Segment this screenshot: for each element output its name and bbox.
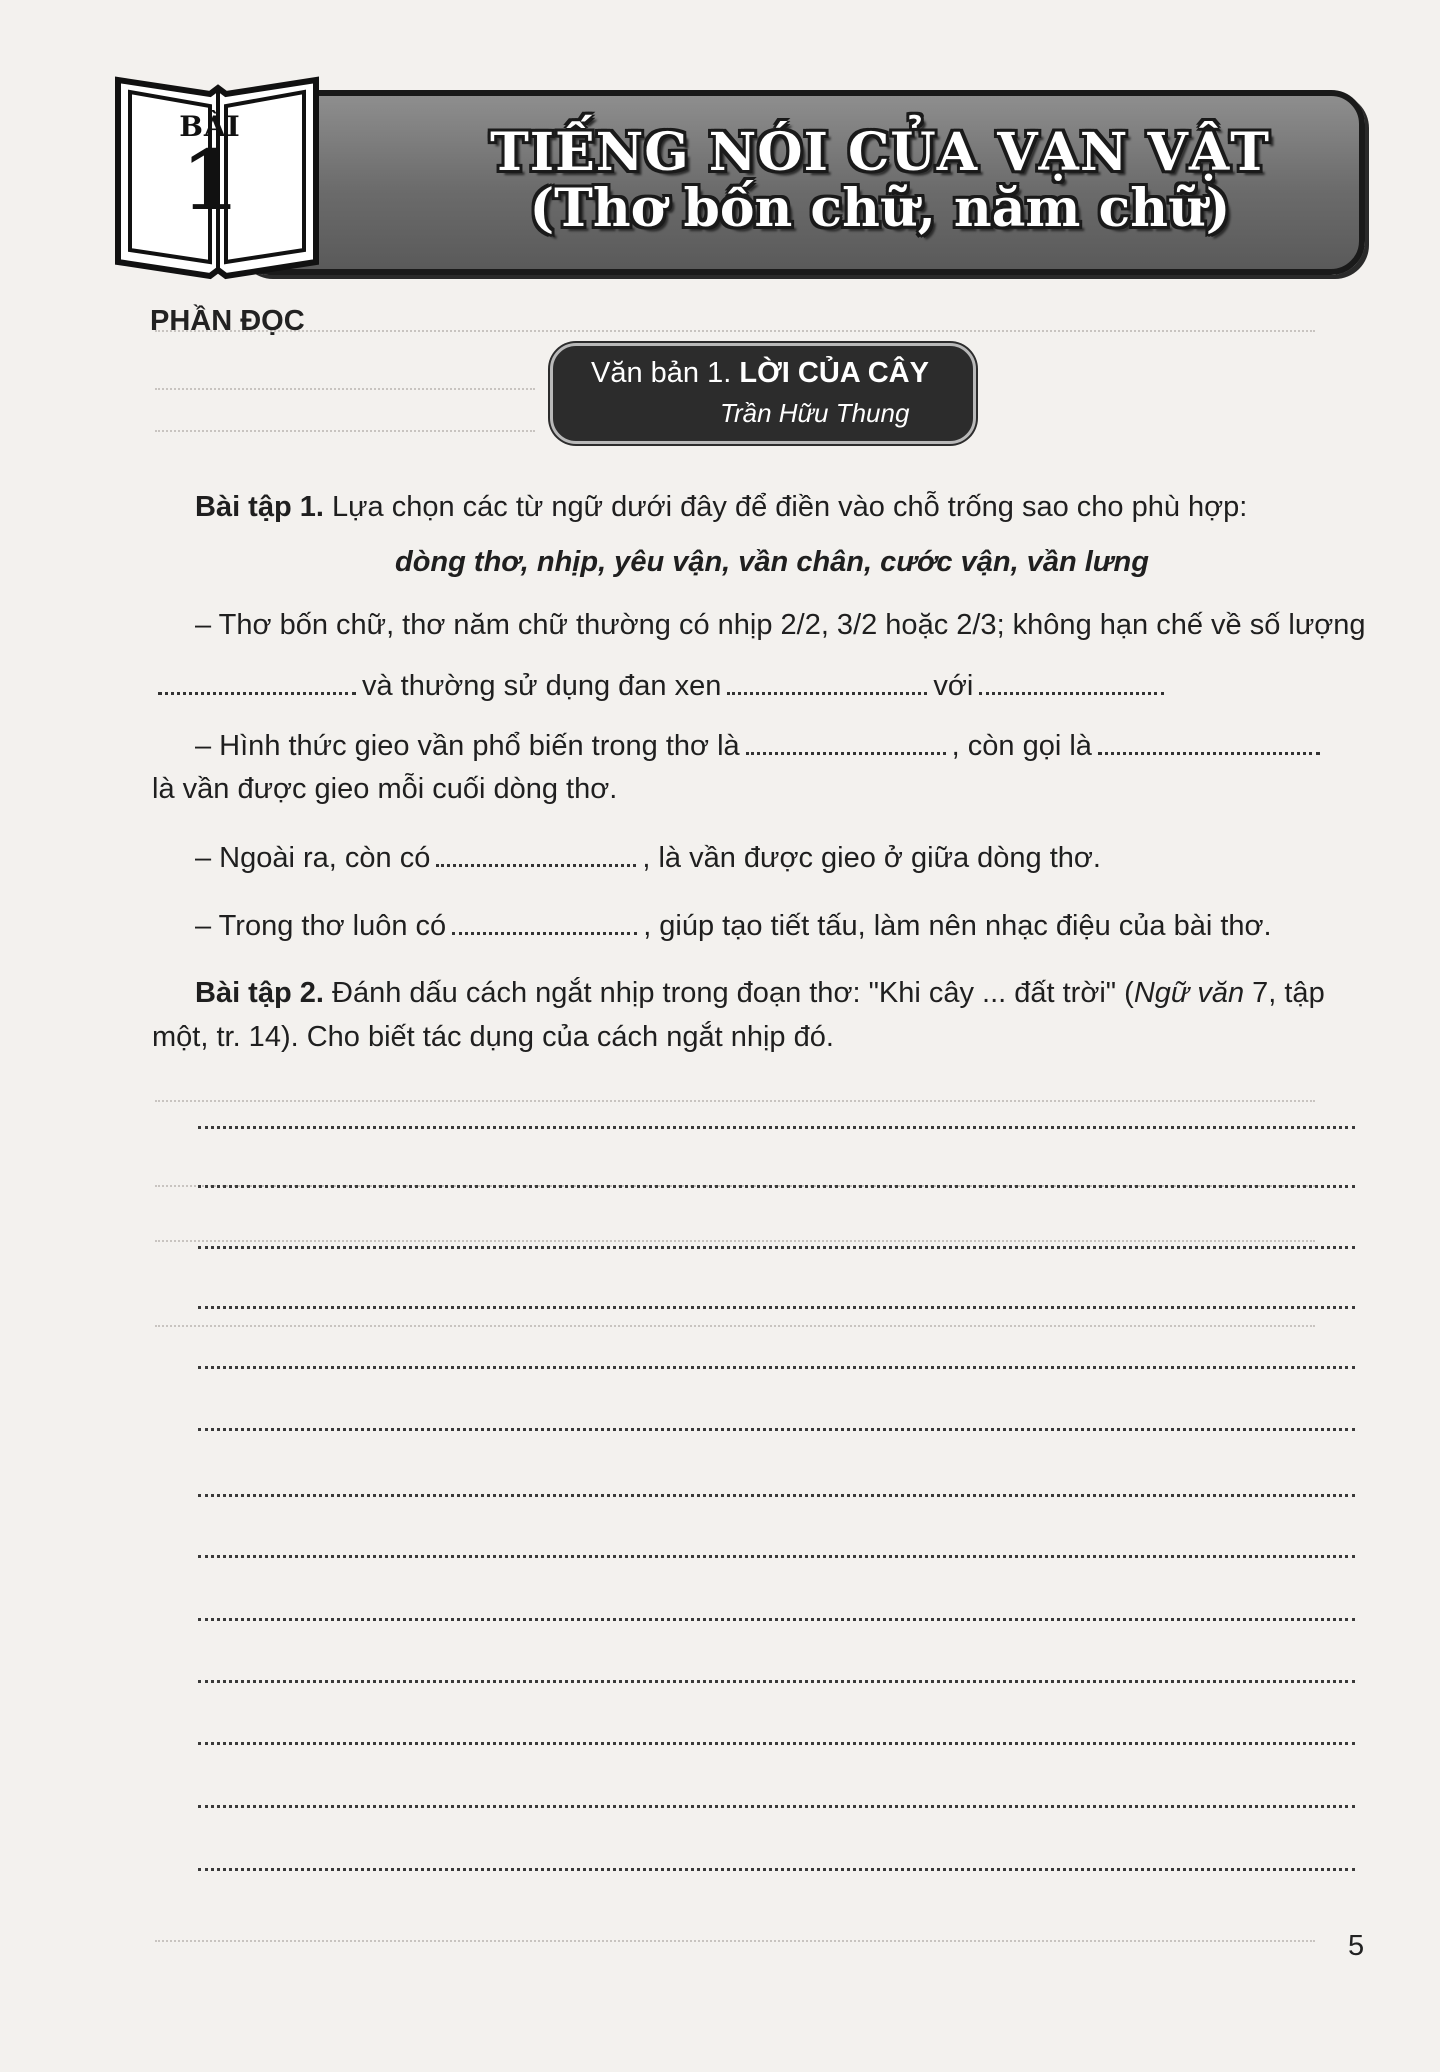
answer-line[interactable] (198, 1618, 1355, 1621)
section-heading: PHẦN ĐỌC (150, 305, 305, 337)
lesson-number: 1 (181, 133, 239, 229)
word-bank: dòng thơ, nhịp, yêu vận, vần chân, cước vận, vần lưng (395, 546, 1149, 578)
ghost-line (155, 430, 535, 432)
answer-line[interactable] (198, 1494, 1355, 1497)
blank[interactable] (746, 728, 946, 755)
item4-line (195, 908, 1272, 944)
ghost-line (155, 388, 535, 390)
item1-mid: và thường sử dụng đan xen (362, 670, 722, 702)
item2-line2: là vần được gieo mỗi cuối dòng thơ. (152, 773, 618, 805)
exercise2-label: Bài tập 2. (195, 977, 324, 1009)
answer-line[interactable] (198, 1680, 1355, 1683)
item1-end: với (933, 670, 974, 702)
lesson-number-label (130, 110, 290, 229)
item3-line (195, 840, 1101, 876)
book-title: Ngữ văn (1133, 977, 1245, 1009)
answer-line[interactable] (198, 1428, 1355, 1431)
exercise1-text: Lựa chọn các từ ngữ dưới đây để điền vào chỗ trống sao cho phù hợp: (332, 491, 1248, 523)
ghost-line (155, 1100, 1315, 1102)
blank[interactable] (979, 668, 1164, 695)
answer-line[interactable] (198, 1868, 1355, 1871)
ghost-line (155, 1240, 1315, 1242)
blank[interactable] (158, 668, 356, 695)
lesson-title-line2: (Thơ bốn chữ, năm chữ) (529, 178, 1231, 240)
lesson-word: BÀI (179, 110, 241, 143)
lesson-title-line1: TIẾNG NÓI CỦA VẠN VẬT (490, 122, 1270, 183)
answer-line[interactable] (198, 1805, 1355, 1808)
blank[interactable] (1098, 728, 1320, 755)
exercise2-text-a: Đánh dấu cách ngắt nhịp trong đoạn thơ: "Khi cây ... đất trời" ( (332, 977, 1134, 1009)
text-author: Trần Hữu Thung (720, 398, 910, 428)
page-number: 5 (1348, 1930, 1365, 1962)
item4-start: – Trong thơ luôn có (195, 910, 447, 942)
item3-end: , là vần được gieo ở giữa dòng thơ. (642, 842, 1101, 874)
item2-mid: , còn gọi là (951, 730, 1092, 762)
exercise2-prompt (195, 976, 1325, 1011)
item4-end: , giúp tạo tiết tấu, làm nên nhạc điệu của bài thơ. (643, 910, 1272, 942)
answer-line[interactable] (198, 1185, 1355, 1188)
answer-line[interactable] (198, 1246, 1355, 1249)
exercise2-prompt-line2: một, tr. 14). Cho biết tác dụng của cách ngắt nhịp đó. (152, 1021, 834, 1053)
item2-line1 (195, 728, 1326, 764)
answer-line[interactable] (198, 1555, 1355, 1558)
exercise1-prompt (195, 490, 1247, 525)
ghost-line (155, 1325, 1315, 1327)
blank[interactable] (727, 668, 927, 695)
text-name: LỜI CỦA CÂY (739, 357, 929, 389)
item3-start: – Ngoài ra, còn có (195, 842, 431, 874)
ghost-line (155, 1940, 1315, 1942)
blank[interactable] (452, 908, 637, 935)
item1-text: – Thơ bốn chữ, thơ năm chữ thường có nhịp 2/2, 3/2 hoặc 2/3; không hạn chế về số lượng (195, 609, 1366, 641)
item2-start: – Hình thức gieo vần phổ biến trong thơ là (195, 730, 740, 762)
blank[interactable] (436, 840, 636, 867)
item1-line2 (152, 668, 1170, 704)
answer-line[interactable] (198, 1366, 1355, 1369)
text-prefix: Văn bản 1. (591, 357, 740, 389)
exercise1-label: Bài tập 1. (195, 491, 324, 523)
exercise2-text-b: 7, tập (1244, 977, 1325, 1009)
answer-line[interactable] (198, 1126, 1355, 1129)
ghost-line (155, 330, 1315, 332)
answer-line[interactable] (198, 1742, 1355, 1745)
answer-line[interactable] (198, 1306, 1355, 1309)
text-title (575, 357, 945, 390)
lesson-title (490, 122, 1270, 240)
